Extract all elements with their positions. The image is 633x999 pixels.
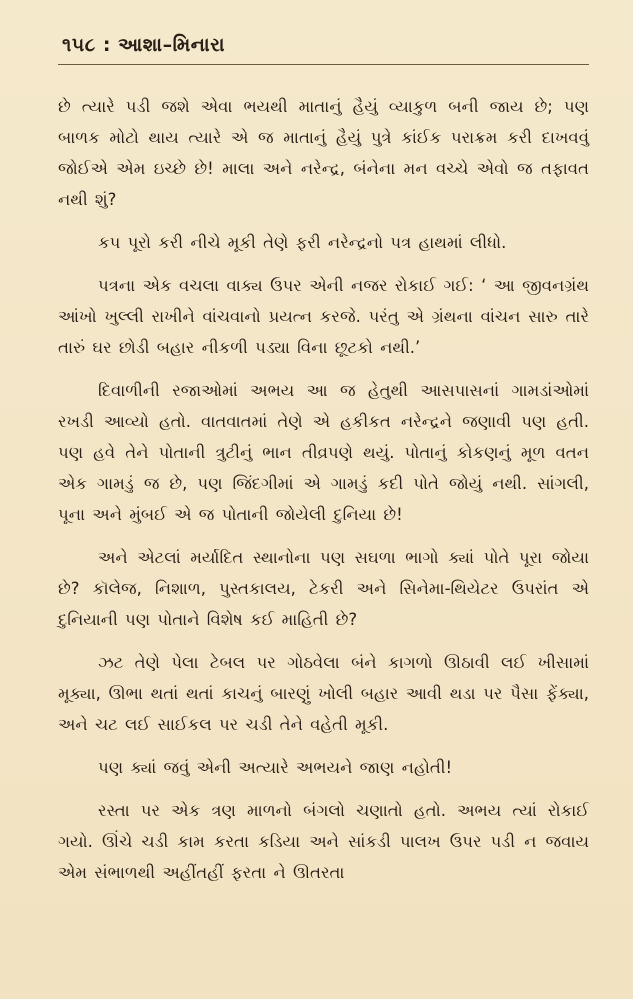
paragraph: પત્રના એક વચલા વાક્ય ઉપર એની નજર રોકાઈ ગઈ: ‘ આ જીવનગ્રંથ આંખો ખુલ્લી રાખીને વાંચવાનો પ્રયત્ન કરજે. પરંતુ એ ગ્રંથના વાંચન સારુ તારે તારું ઘર છોડી બહાર નીકળી પડ્યા વિના છૂટકો નથી.’: [58, 276, 589, 357]
paragraph: રસ્તા પર એક ત્રણ માળનો બંગલો ચણાતો હતો. અભય ત્યાં રોકાઈ ગયો. ઊંચે ચડી કામ કરતા કડિયા અને સાંકડી પાલખ ઉપર પડી ન જવાય એમ સંભાળથી અહીંતહીં ફરતા ને ઊતરતા: [58, 801, 589, 882]
paragraph: કપ પૂરો કરી નીચે મૂકી તેણે ફરી નરેન્દ્રનો પત્ર હાથમાં લીધો.: [98, 233, 507, 252]
paragraph: દિવાળીની રજાઓમાં અભય આ જ હેતુથી આસપાસનાં ગામડાંઓમાં રખડી આવ્યો હતો. વાતવાતમાં તેણે એ હકીકત નરેન્દ્રને જણાવી પણ હતી. પણ હવે તેને પોતાની ત્રુટીનું ભાન તીવ્રપણે થયું. પોતાનું કોકણનું મૂળ વતન એક ગામડું જ છે, પણ જિંદગીમાં એ ગામડું કદી પોતે જોયું નથી. સાંગલી, પૂના અને મુંબઈ એ જ પોતાની જોયેલી દુનિયા છે!: [58, 381, 589, 524]
paragraph: અને એટલાં મર્યાદિત સ્થાનોના પણ સઘળા ભાગો ક્યાં પોતે પૂરા જોયા છે? કૉલેજ, નિશાળ, પુસ્તકાલય, ટેકરી અને સિનેમા-થિયેટર ઉપરાંત એ દુનિયાની પણ પોતાને વિશેષ કઈ માહિતી છે?: [58, 548, 589, 629]
header-rule: [58, 64, 589, 65]
paragraph-continuation: છે ત્યારે પડી જશે એવા ભયથી માતાનું હૈયું વ્યાકુળ બની જાય છે; પણ બાળક મોટો થાય ત્યારે એ જ માતાનું હૈયું પુત્રે કાંઈક પરાક્રમ કરી દાખવવું જોઈએ એમ ઇચ્છે છે! માલા અને નરેન્દ્ર, બંનેના મન વચ્ચે એવો જ તફાવત નથી શું?: [58, 97, 589, 209]
header-separator: :: [102, 34, 111, 56]
paragraph: પણ ક્યાં જવું એની અત્યારે અભયને જાણ નહોતી!: [98, 758, 453, 777]
paragraph: ઝટ તેણે પેલા ટેબલ પર ગોઠવેલા બંને કાગળો ઊઠાવી લઈ ખીસામાં મૂક્યા, ઊભા થતાં થતાં કાચનું બારણું ખોલી બહાર આવી થડા પર પૈસા ફેંક્યા, અને ચટ લઈ સાઈકલ પર ચડી તેને વહેતી મૂકી.: [58, 653, 589, 734]
page-number: ૧૫૮: [62, 34, 96, 56]
running-header: [62, 34, 589, 56]
book-title: આશા–મિનારા: [118, 34, 226, 56]
